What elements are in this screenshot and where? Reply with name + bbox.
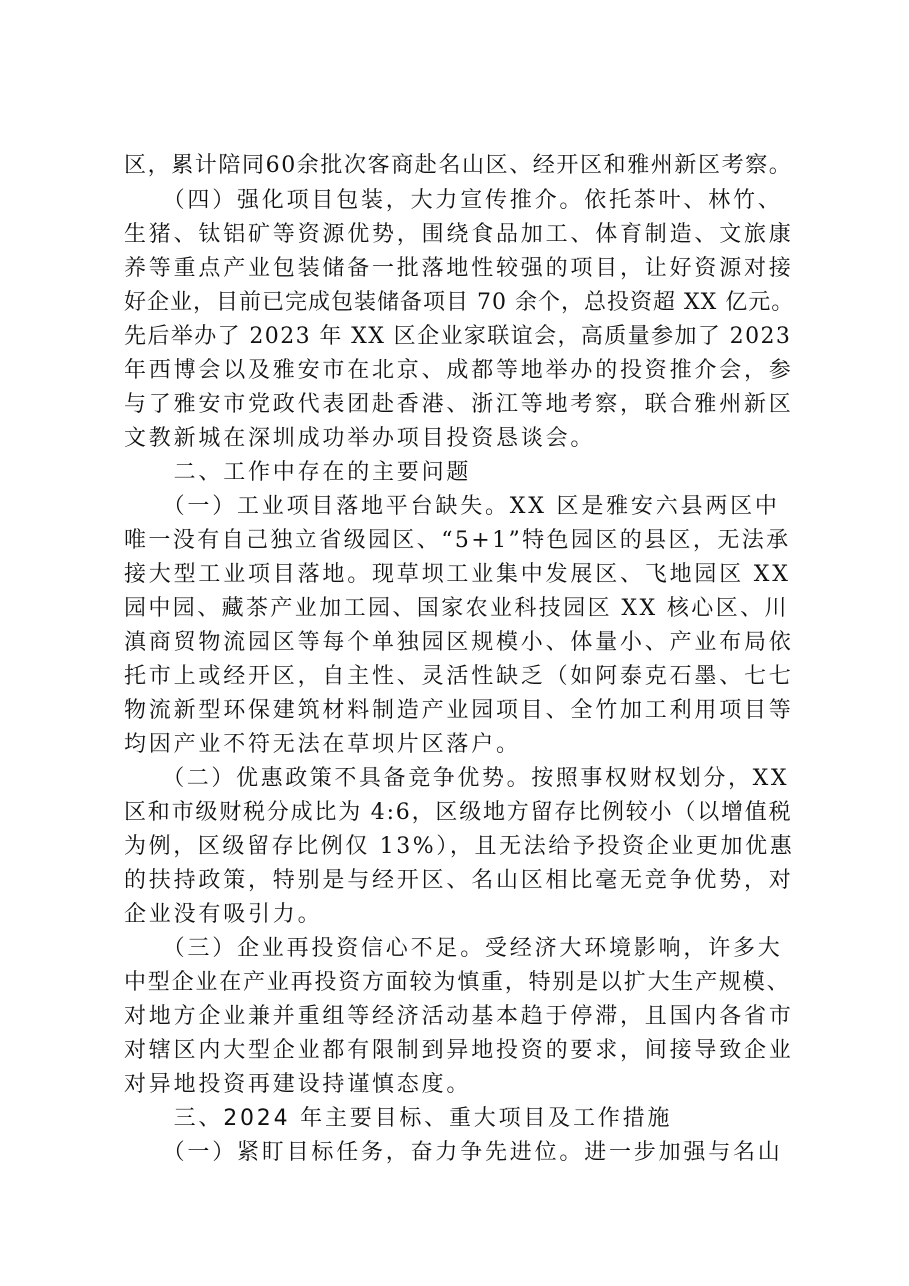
text-line: （二）优惠政策不具备竞争优势。按照事权财权划分，XX	[124, 766, 790, 791]
text-line: 接大型工业项目落地。现草坝工业集中发展区、飞地园区 XX	[124, 562, 791, 587]
text-line: 与了雅安市党政代表团赴香港、浙江等地考察，联合雅州新区	[124, 392, 794, 417]
text-line: 区，累计陪同60余批次客商赴名山区、经开区和雅州新区考察。	[124, 153, 793, 178]
text-line: 养等重点产业包装储备一批落地性较强的项目，让好资源对接	[124, 256, 794, 281]
text-line: 对辖区内大型企业都有限制到异地投资的要求，间接导致企业	[124, 1038, 794, 1063]
text-line: （一）工业项目落地平台缺失。XX 区是雅安六县两区中	[124, 494, 780, 519]
text-line: 均因产业不符无法在草坝片区落户。	[124, 732, 521, 757]
text-line: 中型企业在产业再投资方面较为慎重，特别是以扩大生产规模、	[124, 970, 791, 995]
text-line: 园中园、藏茶产业加工园、国家农业科技园区 XX 核心区、川	[124, 596, 789, 621]
text-line: 的扶持政策，特别是与经开区、名山区相比毫无竞争优势，对	[124, 868, 794, 893]
text-line: 对地方企业兼并重组等经济活动基本趋于停滞，且国内各省市	[124, 1004, 794, 1029]
text-line: 唯一没有自己独立省级园区、“5+1”特色园区的县区，无法承	[124, 528, 791, 553]
text-line: 对异地投资再建设持谨慎态度。	[124, 1072, 472, 1097]
text-line: 年西博会以及雅安市在北京、成都等地举办的投资推介会，参	[124, 358, 794, 383]
text-line: 先后举办了 2023 年 XX 区企业家联谊会，高质量参加了 2023	[124, 324, 792, 349]
text-line: 滇商贸物流园区等每个单独园区规模小、体量小、产业布局依	[124, 630, 794, 655]
text-line: 好企业，目前已完成包装储备项目 70 余个，总投资超 XX 亿元。	[124, 290, 795, 315]
text-line: 企业没有吸引力。	[124, 902, 323, 927]
section-heading: 二、工作中存在的主要问题	[124, 460, 472, 485]
text-line: 区和市级财税分成比为 4:6，区级地方留存比例较小（以增值税	[124, 800, 793, 825]
text-line: 物流新型环保建筑材料制造产业园项目、全竹加工利用项目等	[124, 698, 794, 723]
text-line: 托市上或经开区，自主性、灵活性缺乏（如阿泰克石墨、七七	[124, 664, 794, 689]
text-line: （四）强化项目包装，大力宣传推介。依托茶叶、林竹、	[124, 188, 783, 213]
text-line: 生猪、钛铝矿等资源优势，围绕食品加工、体育制造、文旅康	[124, 222, 794, 247]
text-line: （一）紧盯目标任务，奋力争先进位。进一步加强与名山	[124, 1140, 783, 1165]
text-line: 为例，区级留存比例仅 13%），且无法给予投资企业更加优惠	[124, 834, 795, 859]
text-line: （三）企业再投资信心不足。受经济大环境影响，许多大	[124, 936, 783, 961]
text-line: 文教新城在深圳成功举办项目投资恳谈会。	[124, 426, 596, 451]
section-heading: 三、2024 年主要目标、重大项目及工作措施	[124, 1106, 673, 1131]
